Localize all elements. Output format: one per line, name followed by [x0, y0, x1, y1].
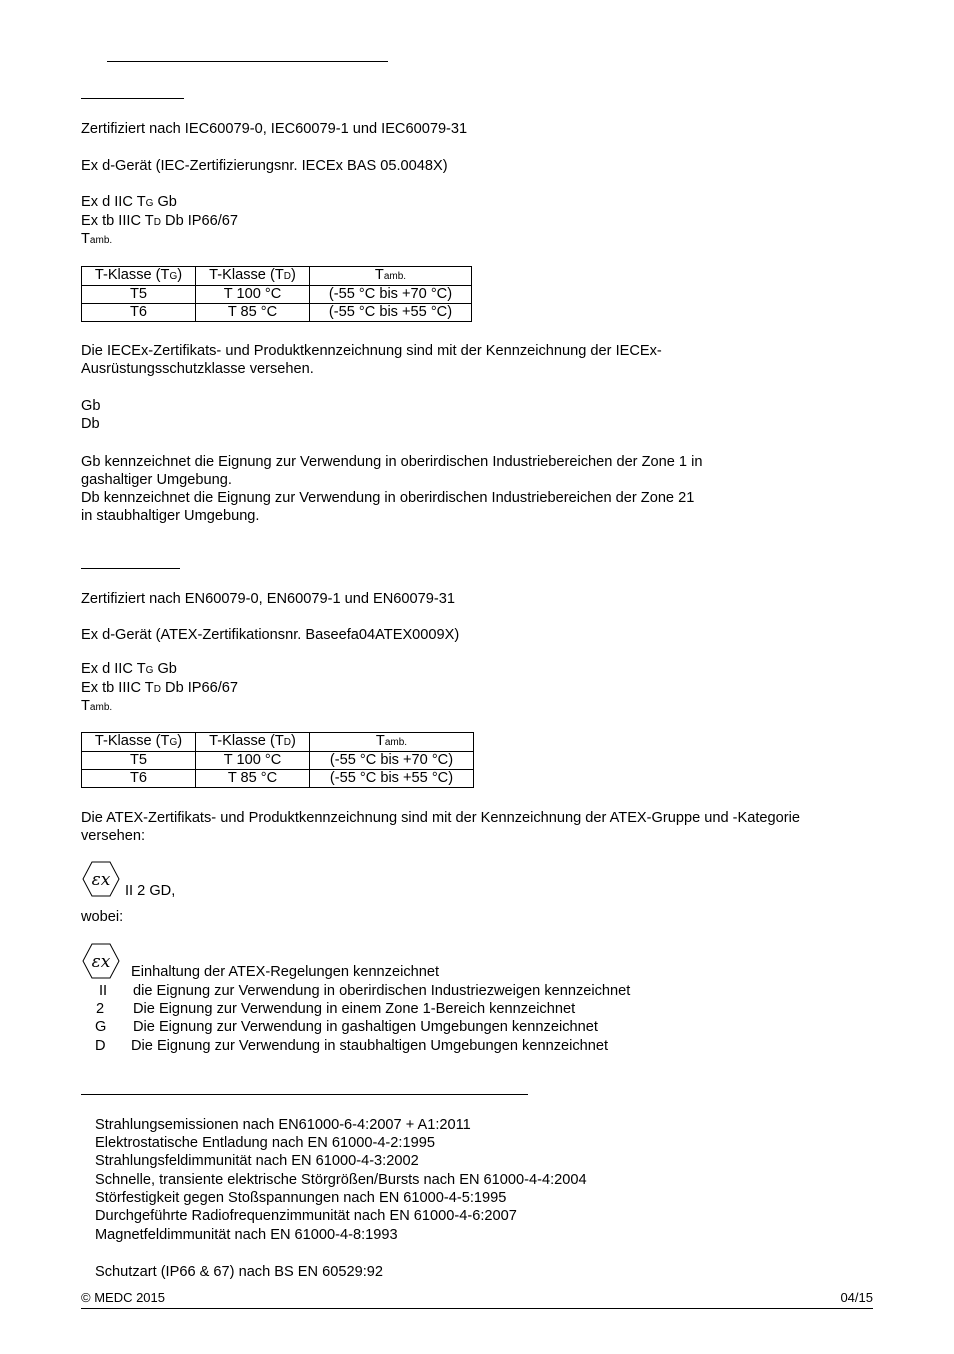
table-cell: T5	[82, 752, 196, 770]
iec-temperature-table	[81, 266, 472, 322]
header-cell: T-Klasse (TG)	[82, 733, 196, 752]
table-cell: T6	[82, 770, 196, 788]
epl-gb: Gb	[81, 398, 101, 414]
svg-text:εx: εx	[91, 870, 111, 890]
db-description-line1: Db kennzeichnet die Eignung zur Verwendung in oberirdischen Industriebereichen der Zone 21	[81, 490, 695, 506]
legend-text: Die Eignung zur Verwendung in staubhaltigen Umgebungen kennzeichnet	[131, 1038, 609, 1054]
table-row	[82, 752, 474, 770]
iec-mark-gas: Ex d IIC TG Gb	[81, 194, 177, 210]
gb-description-line2: gashaltiger Umgebung.	[81, 472, 232, 488]
header-cell: T-Klasse (TG)	[82, 267, 196, 286]
header-cell: T-Klasse (TD)	[196, 733, 310, 752]
emc-section-rule	[81, 1094, 528, 1095]
iec-tamb-label: Tamb.	[81, 231, 113, 247]
table-cell: T5	[82, 286, 196, 304]
table-row	[82, 286, 472, 304]
gb-description-line1: Gb kennzeichnet die Eignung zur Verwendung in oberirdischen Industriebereichen der Zone 1 in	[81, 454, 703, 470]
header-cell: Tamb.	[310, 267, 472, 286]
atex-marking-paragraph-line2: versehen:	[81, 828, 146, 844]
table-header-row	[82, 267, 472, 286]
legend-text: Die Eignung zur Verwendung in einem Zone 1-Bereich kennzeichnet	[133, 1001, 576, 1017]
iec-certified: Zertifiziert nach IEC60079-0, IEC60079-1 und IEC60079-31	[81, 121, 468, 137]
table-cell: (-55 °C bis +70 °C)	[310, 752, 474, 770]
atex-tamb-label: Tamb.	[81, 698, 113, 714]
legend-code: II	[99, 983, 108, 999]
iec-marking-paragraph-line2: Ausrüstungsschutzklasse versehen.	[81, 361, 314, 377]
table-cell: T 85 °C	[196, 770, 310, 788]
atex-mark-gas: Ex d IIC TG Gb	[81, 661, 177, 677]
legend-code: D	[95, 1038, 106, 1054]
table-cell: T 100 °C	[196, 286, 310, 304]
atex-marking-paragraph-line1: Die ATEX-Zertifikats- und Produktkennzeichnung sind mit der Kennzeichnung der ATEX-Gruppe und -Kategorie	[81, 810, 800, 826]
footer-rule	[81, 1308, 873, 1309]
legend-text: die Eignung zur Verwendung in oberirdischen Industriezweigen kennzeichnet	[133, 983, 631, 999]
table-cell: T 100 °C	[196, 752, 310, 770]
header-cell: Tamb.	[310, 733, 474, 752]
atex-device: Ex d-Gerät (ATEX-Zertifikationsnr. Baseefa04ATEX0009X)	[81, 627, 460, 643]
atex-temperature-table	[81, 732, 474, 788]
legend-code: 2	[96, 1001, 105, 1017]
table-row	[82, 770, 474, 788]
ex-mark-icon	[81, 943, 121, 979]
emc-line: Störfestigkeit gegen Stoßspannungen nach EN 61000-4-5:1995	[95, 1190, 507, 1206]
table-cell: (-55 °C bis +55 °C)	[310, 304, 472, 322]
emc-line: Strahlungsfeldimmunität nach EN 61000-4-3:2002	[95, 1153, 419, 1169]
legend-ex-text: Einhaltung der ATEX-Regelungen kennzeichnet	[131, 964, 440, 980]
emc-line: Strahlungsemissionen nach EN61000-6-4:2007 + A1:2011	[95, 1117, 471, 1133]
iec-section-rule	[81, 98, 184, 99]
legend-code: G	[95, 1019, 107, 1035]
db-description-line2: in staubhaltiger Umgebung.	[81, 508, 260, 524]
atex-section-rule	[81, 568, 180, 569]
atex-certified: Zertifiziert nach EN60079-0, EN60079-1 und EN60079-31	[81, 591, 455, 607]
wobei-label: wobei:	[81, 909, 124, 925]
emc-line: Magnetfeldimmunität nach EN 61000-4-8:1993	[95, 1227, 398, 1243]
atex-group-code: II 2 GD,	[125, 883, 176, 899]
table-header-row	[82, 733, 474, 752]
ex-mark-icon	[81, 861, 121, 897]
iec-device: Ex d-Gerät (IEC-Zertifizierungsnr. IECEx BAS 05.0048X)	[81, 158, 448, 174]
protection-class: Schutzart (IP66 & 67) nach BS EN 60529:92	[95, 1264, 383, 1280]
svg-text:εx: εx	[91, 952, 111, 972]
atex-mark-dust: Ex tb IIIC TD Db IP66/67	[81, 680, 239, 696]
emc-line: Elektrostatische Entladung nach EN 61000-4-2:1995	[95, 1135, 435, 1151]
table-cell: T6	[82, 304, 196, 322]
footer-copyright: © MEDC 2015	[81, 1290, 165, 1305]
header-cell: T-Klasse (TD)	[196, 267, 310, 286]
emc-line: Durchgeführte Radiofrequenzimmunität nach EN 61000-4-6:2007	[95, 1208, 517, 1224]
legend-text: Die Eignung zur Verwendung in gashaltigen Umgebungen kennzeichnet	[133, 1019, 598, 1035]
footer-date: 04/15	[840, 1290, 873, 1305]
table-row	[82, 304, 472, 322]
epl-db: Db	[81, 416, 100, 432]
iec-marking-paragraph-line1: Die IECEx-Zertifikats- und Produktkennzeichnung sind mit der Kennzeichnung der IECEx-	[81, 343, 662, 359]
iec-mark-dust: Ex tb IIIC TD Db IP66/67	[81, 213, 239, 229]
header-rule	[107, 61, 388, 62]
emc-line: Schnelle, transiente elektrische Störgrößen/Bursts nach EN 61000-4-4:2004	[95, 1172, 587, 1188]
table-cell: T 85 °C	[196, 304, 310, 322]
table-cell: (-55 °C bis +70 °C)	[310, 286, 472, 304]
table-cell: (-55 °C bis +55 °C)	[310, 770, 474, 788]
